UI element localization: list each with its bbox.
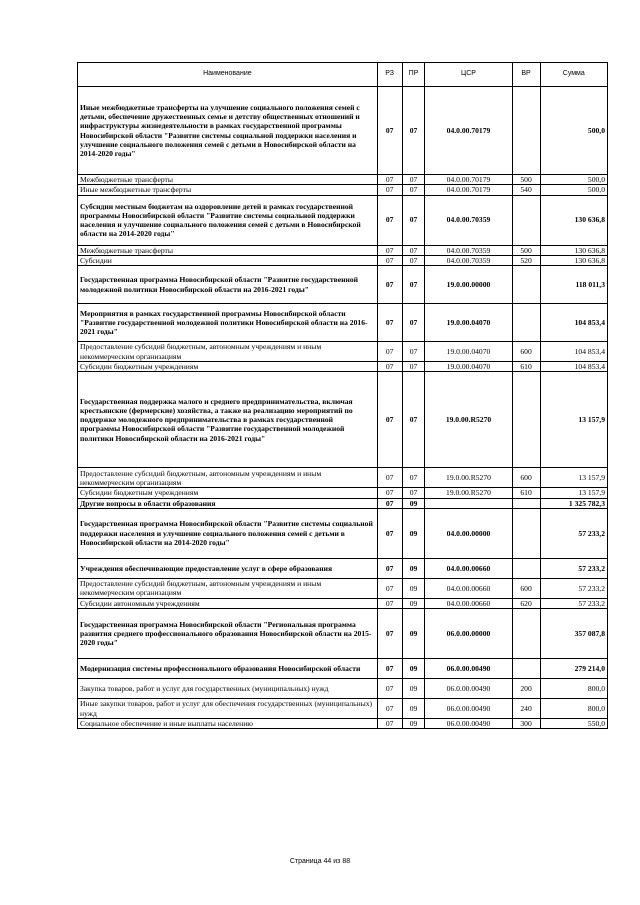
cell-name: Иные межбюджетные трансферты (78, 185, 378, 195)
cell-pr: 07 (402, 372, 425, 468)
cell-name: Межбюджетные трансферты (78, 175, 378, 185)
table-row (78, 245, 608, 255)
cell-rz: 07 (377, 266, 402, 304)
cell-csr: 04.0.00.00660 (425, 598, 512, 608)
cell-rz: 07 (377, 609, 402, 659)
cell-name: Иные межбюджетные трансферты на улучшение социального положения семей с детьми, обеспечение дружественных семье и детству общественных отношений и инфраструктуры жизнедеятельности в рамках государственной программы Новосибирской области "Развитие системы социальной поддержки населения и улучшение социального положения семей с детьми в Новосибирской области на 2014-2020 годы" (78, 87, 378, 175)
table-row (78, 578, 608, 598)
cell-sum: 130 636,8 (540, 255, 607, 265)
cell-vr (512, 609, 540, 659)
cell-pr: 07 (402, 87, 425, 175)
cell-rz: 07 (377, 508, 402, 558)
cell-vr: 600 (512, 342, 540, 362)
table-row (78, 175, 608, 185)
cell-rz: 07 (377, 362, 402, 372)
cell-csr: 04.0.00.00660 (425, 558, 512, 578)
cell-pr: 09 (402, 699, 425, 719)
cell-csr: 06.0.00.00000 (425, 609, 512, 659)
column-header-csr: ЦСР (425, 63, 512, 87)
cell-pr: 09 (402, 679, 425, 699)
cell-pr: 09 (402, 578, 425, 598)
cell-sum: 13 157,9 (540, 372, 607, 468)
cell-sum: 500,0 (540, 175, 607, 185)
table-row (78, 195, 608, 245)
table-row (78, 598, 608, 608)
cell-sum: 57 233,2 (540, 508, 607, 558)
cell-sum: 357 087,8 (540, 609, 607, 659)
cell-pr: 09 (402, 609, 425, 659)
cell-pr: 09 (402, 508, 425, 558)
table-row (78, 468, 608, 488)
table-row (78, 372, 608, 468)
cell-pr: 09 (402, 498, 425, 508)
cell-sum: 104 853,4 (540, 304, 607, 342)
cell-pr: 09 (402, 719, 425, 729)
cell-vr (512, 558, 540, 578)
cell-pr: 09 (402, 558, 425, 578)
cell-pr: 07 (402, 266, 425, 304)
cell-rz: 07 (377, 498, 402, 508)
cell-sum: 500,0 (540, 87, 607, 175)
cell-name: Субсидии бюджетным учреждениям (78, 488, 378, 498)
cell-name: Субсидии местным бюджетам на оздоровление детей в рамках государственной программы Новосибирской области "Развитие системы социальной поддержки населения и улучшение социального положения семей с детьми в Новосибирской области на 2014-2020 годы" (78, 195, 378, 245)
table-row (78, 699, 608, 719)
cell-sum: 104 853,4 (540, 362, 607, 372)
cell-rz: 07 (377, 175, 402, 185)
cell-csr: 06.0.00.00490 (425, 719, 512, 729)
cell-vr: 600 (512, 468, 540, 488)
cell-name: Государственная программа Новосибирской области "Развитие системы социальной поддержки населения и улучшение социального положения семей с детьми в Новосибирской области на 2014-2020 годы" (78, 508, 378, 558)
cell-csr: 19.0.00.R5270 (425, 468, 512, 488)
cell-sum: 550,0 (540, 719, 607, 729)
cell-csr: 06.0.00.00490 (425, 699, 512, 719)
table-row (78, 362, 608, 372)
table-row (78, 342, 608, 362)
cell-sum: 800,0 (540, 679, 607, 699)
cell-csr: 04.0.00.70179 (425, 175, 512, 185)
cell-name: Государственная поддержка малого и среднего предпринимательства, включая крестьянские (фермерские) хозяйства, а также на реализацию мероприятий по поддержке молодежного предпринимательства в рамках государственной программы Новосибирской области "Развитие государственной молодежной политики Новосибирской области на 2016-2021 годы" (78, 372, 378, 468)
cell-sum: 57 233,2 (540, 578, 607, 598)
cell-vr (512, 195, 540, 245)
table-row (78, 609, 608, 659)
cell-sum: 104 853,4 (540, 342, 607, 362)
cell-name: Государственная программа Новосибирской области "Развитие государственной молодежной политики Новосибирской области на 2016-2021 годы" (78, 266, 378, 304)
cell-pr: 07 (402, 195, 425, 245)
cell-name: Закупка товаров, работ и услуг для государственных (муниципальных) нужд (78, 679, 378, 699)
cell-vr: 620 (512, 598, 540, 608)
cell-name: Предоставление субсидий бюджетным, автономным учреждениям и иным некоммерческим организациям (78, 578, 378, 598)
cell-vr (512, 498, 540, 508)
cell-csr: 04.0.00.70359 (425, 245, 512, 255)
cell-rz: 07 (377, 195, 402, 245)
cell-vr (512, 659, 540, 679)
cell-csr: 04.0.00.00660 (425, 578, 512, 598)
cell-name: Учреждения обеспечивающие предоставление услуг в сфере образования (78, 558, 378, 578)
cell-rz: 07 (377, 679, 402, 699)
cell-vr: 600 (512, 578, 540, 598)
table-row (78, 266, 608, 304)
cell-name: Субсидии (78, 255, 378, 265)
cell-pr: 07 (402, 185, 425, 195)
cell-csr: 19.0.00.04070 (425, 304, 512, 342)
column-header-sum: Сумма (540, 63, 607, 87)
column-header-name: Наименование (78, 63, 378, 87)
cell-pr: 07 (402, 362, 425, 372)
table-row (78, 255, 608, 265)
table-row (78, 558, 608, 578)
cell-csr: 19.0.00.00000 (425, 266, 512, 304)
cell-pr: 07 (402, 175, 425, 185)
cell-name: Другие вопросы в области образования (78, 498, 378, 508)
cell-name: Мероприятия в рамках государственной программы Новосибирской области "Развитие государственной молодежной политики Новосибирской области на 2016-2021 годы" (78, 304, 378, 342)
cell-rz: 07 (377, 342, 402, 362)
table-row (78, 304, 608, 342)
budget-table (77, 62, 608, 729)
cell-rz: 07 (377, 488, 402, 498)
cell-name: Предоставление субсидий бюджетным, автономным учреждениям и иным некоммерческим организациям (78, 342, 378, 362)
cell-vr (512, 372, 540, 468)
page-number: Страница 44 из 88 (289, 858, 351, 865)
cell-pr: 07 (402, 255, 425, 265)
cell-rz: 07 (377, 87, 402, 175)
cell-pr: 07 (402, 468, 425, 488)
cell-csr: 19.0.00.04070 (425, 342, 512, 362)
cell-vr: 200 (512, 679, 540, 699)
cell-vr (512, 508, 540, 558)
cell-name: Иные закупки товаров, работ и услуг для обеспечения государственных (муниципальных) нужд (78, 699, 378, 719)
cell-pr: 07 (402, 488, 425, 498)
cell-rz: 07 (377, 245, 402, 255)
table-row (78, 659, 608, 679)
cell-rz: 07 (377, 468, 402, 488)
table-header-row (78, 63, 608, 87)
cell-rz: 07 (377, 598, 402, 608)
cell-sum: 57 233,2 (540, 598, 607, 608)
cell-vr (512, 87, 540, 175)
cell-vr: 240 (512, 699, 540, 719)
cell-name: Социальное обеспечение и иные выплаты населению (78, 719, 378, 729)
cell-vr (512, 266, 540, 304)
cell-sum: 57 233,2 (540, 558, 607, 578)
cell-vr (512, 304, 540, 342)
column-header-pr: ПР (402, 63, 425, 87)
cell-sum: 800,0 (540, 699, 607, 719)
table-row (78, 719, 608, 729)
table-row (78, 508, 608, 558)
cell-rz: 07 (377, 372, 402, 468)
cell-name: Субсидии бюджетным учреждениям (78, 362, 378, 372)
cell-csr: 04.0.00.70359 (425, 255, 512, 265)
cell-name: Субсидии автономным учреждениям (78, 598, 378, 608)
table-row (78, 488, 608, 498)
cell-csr: 06.0.00.00490 (425, 679, 512, 699)
cell-csr: 04.0.00.00000 (425, 508, 512, 558)
cell-vr: 610 (512, 488, 540, 498)
cell-sum: 130 636,8 (540, 245, 607, 255)
cell-vr: 520 (512, 255, 540, 265)
cell-csr: 04.0.00.70359 (425, 195, 512, 245)
cell-sum: 279 214,0 (540, 659, 607, 679)
cell-rz: 07 (377, 719, 402, 729)
cell-name: Государственная программа Новосибирской области "Региональная программа развития среднего профессионального образования Новосибирской области на 2015-2020 годы" (78, 609, 378, 659)
cell-vr: 610 (512, 362, 540, 372)
cell-rz: 07 (377, 255, 402, 265)
column-header-vr: ВР (512, 63, 540, 87)
cell-rz: 07 (377, 659, 402, 679)
cell-name: Модернизация системы профессионального образования Новосибирской области (78, 659, 378, 679)
cell-vr: 540 (512, 185, 540, 195)
cell-sum: 13 157,9 (540, 468, 607, 488)
cell-sum: 118 011,3 (540, 266, 607, 304)
table-row (78, 87, 608, 175)
table-row (78, 185, 608, 195)
cell-vr: 500 (512, 175, 540, 185)
cell-name: Предоставление субсидий бюджетным, автономным учреждениям и иным некоммерческим организациям (78, 468, 378, 488)
cell-pr: 09 (402, 659, 425, 679)
cell-csr: 19.0.00.R5270 (425, 488, 512, 498)
cell-csr: 04.0.00.70179 (425, 87, 512, 175)
cell-pr: 07 (402, 342, 425, 362)
cell-rz: 07 (377, 185, 402, 195)
cell-csr (425, 498, 512, 508)
cell-csr: 19.0.00.04070 (425, 362, 512, 372)
cell-pr: 07 (402, 245, 425, 255)
cell-rz: 07 (377, 578, 402, 598)
cell-vr: 300 (512, 719, 540, 729)
cell-sum: 500,0 (540, 185, 607, 195)
cell-rz: 07 (377, 699, 402, 719)
column-header-rz: РЗ (377, 63, 402, 87)
cell-pr: 09 (402, 598, 425, 608)
cell-csr: 19.0.00.R5270 (425, 372, 512, 468)
cell-pr: 07 (402, 304, 425, 342)
cell-sum: 1 325 782,3 (540, 498, 607, 508)
cell-name: Межбюджетные трансферты (78, 245, 378, 255)
cell-csr: 06.0.00.00490 (425, 659, 512, 679)
cell-rz: 07 (377, 558, 402, 578)
cell-sum: 130 636,8 (540, 195, 607, 245)
cell-sum: 13 157,9 (540, 488, 607, 498)
cell-csr: 04.0.00.70179 (425, 185, 512, 195)
cell-vr: 500 (512, 245, 540, 255)
table-row (78, 498, 608, 508)
table-row (78, 679, 608, 699)
cell-rz: 07 (377, 304, 402, 342)
